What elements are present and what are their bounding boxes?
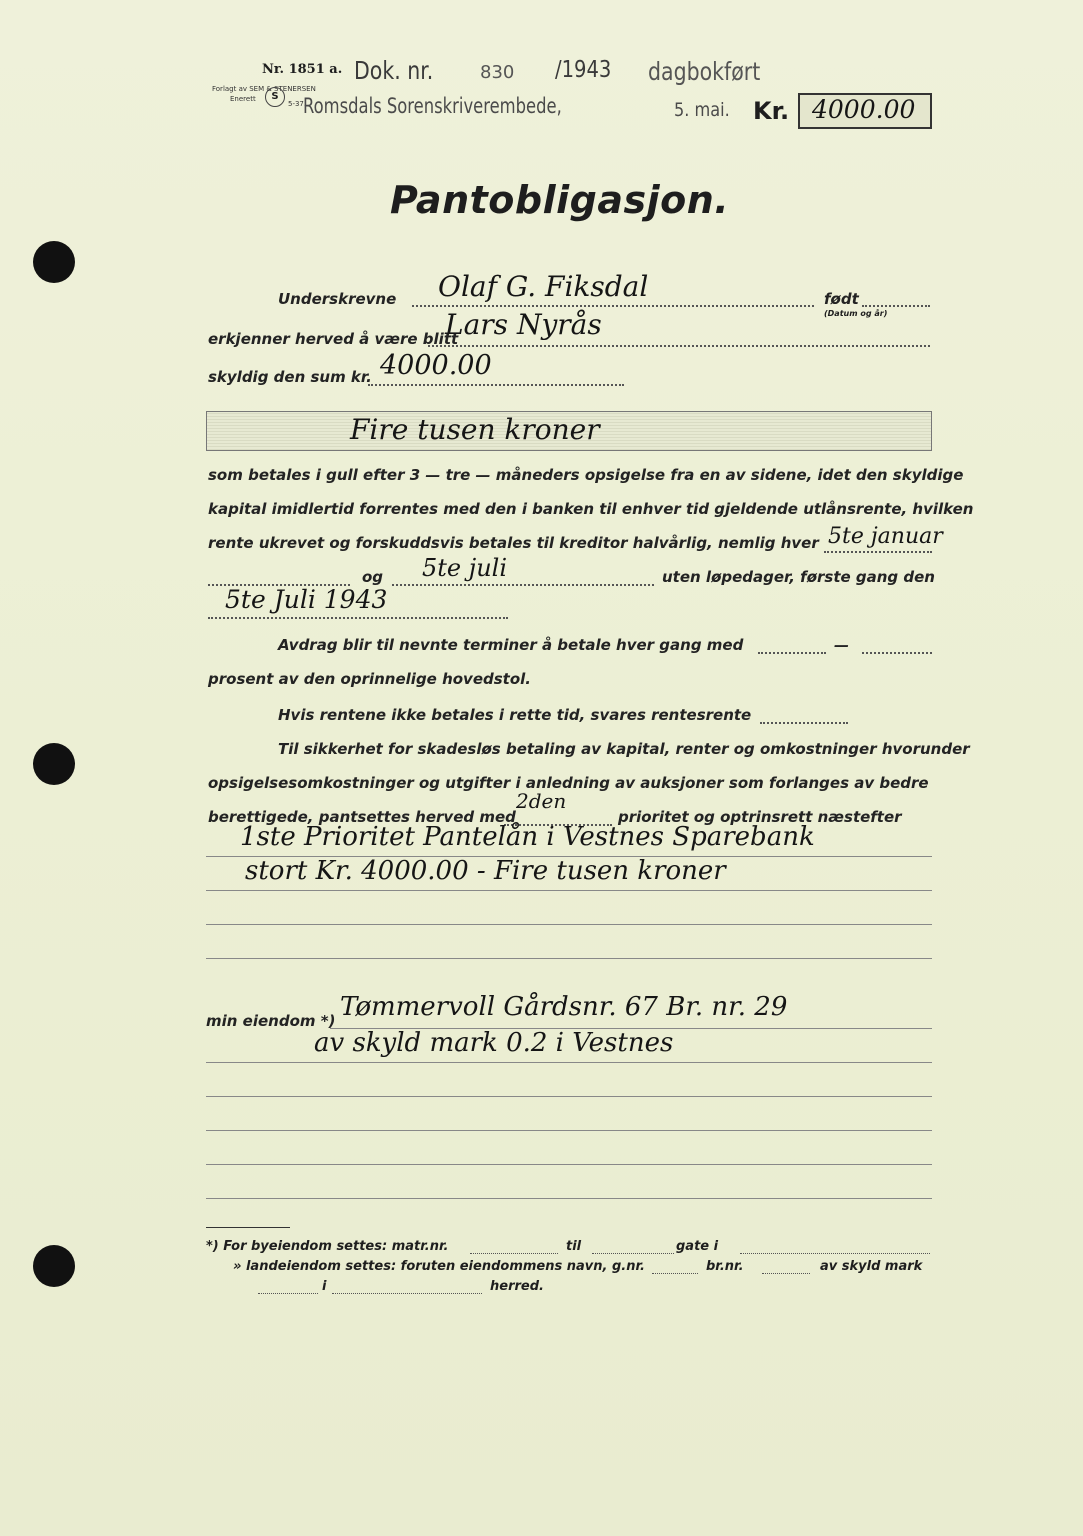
- binder-hole-middle: [33, 743, 75, 785]
- property-line-2: av skyld mark 0.2 i Vestnes: [314, 1028, 674, 1058]
- security-line-3b: prioritet og optrinsrett næstefter: [618, 808, 902, 826]
- stamp-year: /1943: [555, 57, 612, 83]
- sum-dotted-line: [368, 384, 624, 386]
- property-rule-5: [206, 1164, 932, 1165]
- interest-date-2: 5te juli: [422, 554, 507, 582]
- rule-3: [206, 924, 932, 925]
- stamp-office: Romsdals Sorenskriverembede,: [303, 94, 562, 118]
- footnote-line-2b: br.nr.: [706, 1259, 744, 1274]
- interest-date-1: 5te januar: [828, 524, 943, 549]
- undersigned-dotted-line: [412, 305, 814, 307]
- footnote-dots-1a: [470, 1253, 558, 1254]
- property-rule-2: [206, 1062, 932, 1063]
- binder-hole-bottom: [33, 1245, 75, 1287]
- stamp-dok-label: Dok. nr.: [354, 56, 434, 85]
- security-line-1: Til sikkerhet for skadesløs betaling av kapital, renter og omkostninger hvorunder: [278, 740, 970, 758]
- avdrag-line-1: Avdrag blir til nevnte terminer å betale hver gang med: [278, 636, 744, 654]
- body-line-1: som betales i gull efter 3 — tre — måneders opsigelse fra en av sidene, idet den skyldige: [208, 466, 964, 484]
- kr-amount: 4000.00: [812, 95, 916, 124]
- footnote-dots-1c: [740, 1253, 930, 1254]
- born-hint: (Datum og år): [824, 309, 888, 318]
- binder-hole-top: [33, 241, 75, 283]
- publisher-logo: S: [265, 87, 285, 107]
- rentesrente-line: Hvis rentene ikke betales i rette tid, svares rentesrente: [278, 706, 752, 724]
- form-number: Nr. 1851 a.: [262, 62, 343, 77]
- handwritten-priority-line-2: stort Kr. 4000.00 - Fire tusen kroner: [245, 856, 726, 886]
- footnote-dots-2a: [652, 1273, 698, 1274]
- sum-label: skyldig den sum kr.: [208, 368, 372, 386]
- body-line-2: kapital imidlertid forrentes med den i banken til enhver tid gjeldende utlånsrente, hvilken: [208, 500, 974, 518]
- creditor-label: erkjenner herved å være blitt: [208, 330, 459, 348]
- handwritten-priority-line-1: 1ste Prioritet Pantelån i Vestnes Sparebank: [240, 822, 815, 852]
- stamp-doc-number: 830: [480, 62, 515, 83]
- footnote-dots-3b: [332, 1293, 482, 1294]
- footnote-dots-2b: [762, 1273, 810, 1274]
- footnote-line-3a: i: [322, 1279, 327, 1294]
- sum-value: 4000.00: [380, 350, 492, 381]
- date1-dotted-line: [824, 551, 932, 553]
- footnote-dots-1b: [592, 1253, 674, 1254]
- document-title: Pantobligasjon.: [390, 178, 730, 222]
- first-payment-date: 5te Juli 1943: [225, 585, 388, 614]
- rule-4: [206, 958, 932, 959]
- property-label: min eiendom *): [206, 1012, 336, 1030]
- avdrag-line-2: prosent av den oprinnelige hovedstol.: [208, 670, 531, 688]
- undersigned-value: Olaf G. Fiksdal: [438, 270, 649, 303]
- stamp-date: 5. mai.: [674, 99, 730, 121]
- publisher-code: 5-37.: [288, 100, 307, 108]
- property-rule-6: [206, 1198, 932, 1199]
- born-dotted-line: [862, 305, 930, 307]
- body-line-3: rente ukrevet og forskuddsvis betales til kreditor halvårlig, nemlig hver: [208, 534, 819, 552]
- body-line-4: uten løpedager, første gang den: [662, 568, 935, 586]
- avdrag-dotted-line-1: [758, 652, 826, 654]
- rentesrente-dotted-line: [760, 722, 848, 724]
- footnote-line-1c: gate i: [676, 1239, 719, 1254]
- footnote-line-2c: av skyld mark: [820, 1259, 923, 1274]
- footnote-line-2a: » landeiendom settes: foruten eiendommens navn, g.nr.: [233, 1259, 645, 1274]
- avdrag-dotted-line-2: [862, 652, 932, 654]
- footnote-line-1a: *) For byeiendom settes: matr.nr.: [206, 1239, 449, 1254]
- footnote-line-1b: til: [566, 1239, 582, 1254]
- date2-dotted-line: [392, 584, 654, 586]
- property-rule-3: [206, 1096, 932, 1097]
- born-label: født: [824, 290, 859, 308]
- stamp-dagbokfort: dagbokført: [648, 57, 761, 86]
- security-line-2: opsigelsesomkostninger og utgifter i anledning av auksjoner som forlanges av bedre: [208, 774, 929, 792]
- footnote-line-3b: herred.: [490, 1279, 544, 1294]
- sum-words: Fire tusen kroner: [350, 413, 600, 446]
- rule-2: [206, 890, 932, 891]
- publisher-enerett: Enerett: [230, 95, 256, 103]
- publisher-line: Forlagt av SEM & STENERSEN: [212, 85, 316, 93]
- footnote-separator: [206, 1227, 290, 1228]
- footnote-dots-3a: [258, 1293, 318, 1294]
- kr-label: Kr.: [753, 97, 790, 125]
- property-rule-4: [206, 1130, 932, 1131]
- creditor-dotted-line: [428, 345, 930, 347]
- first-date-dotted-line: [208, 617, 508, 619]
- priority-value: 2den: [516, 789, 567, 813]
- avdrag-dash: —: [834, 636, 849, 654]
- creditor-value: Lars Nyrås: [445, 308, 602, 341]
- og-label: og: [362, 568, 384, 586]
- property-line-1: Tømmervoll Gårdsnr. 67 Br. nr. 29: [340, 992, 788, 1022]
- security-line-3a: berettigede, pantsettes herved med: [208, 808, 516, 826]
- undersigned-label: Underskrevne: [278, 290, 397, 308]
